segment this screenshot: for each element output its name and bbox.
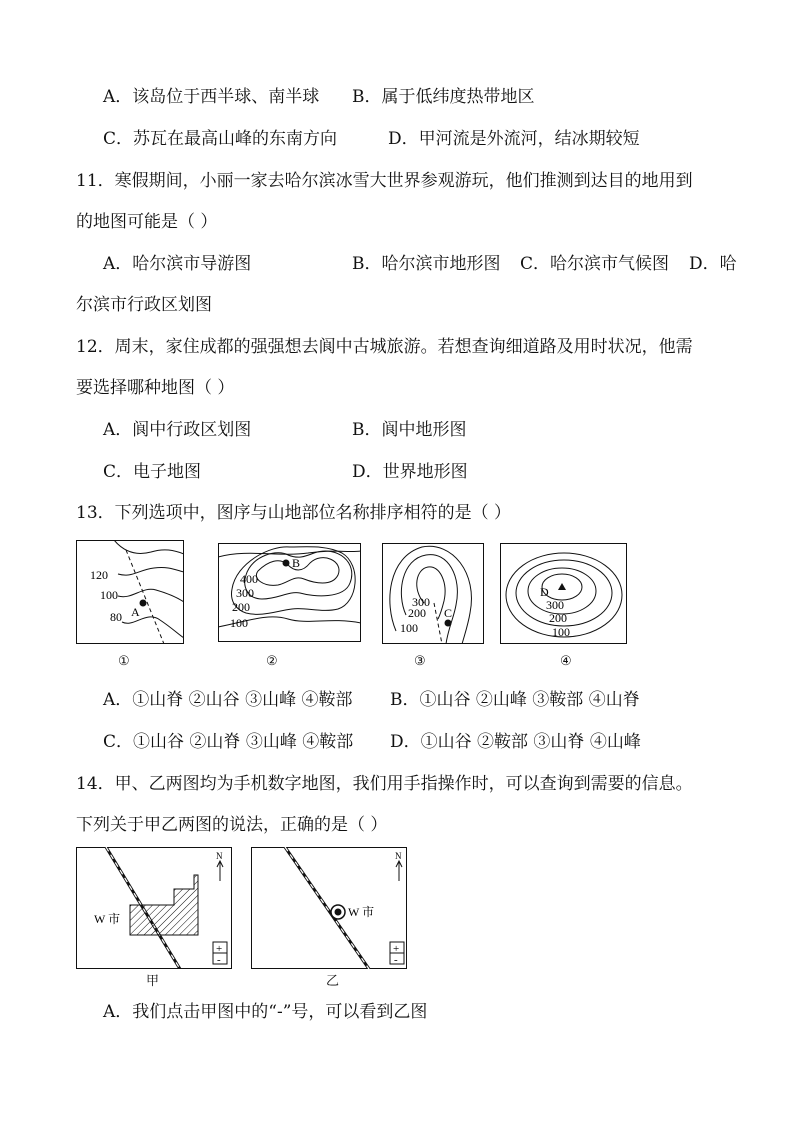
q11-stem-line1: 11．寒假期间，小丽一家去哈尔滨冰雪大世界参观游玩，他们推测到达目的地用到 <box>76 171 693 191</box>
contour-label-100: 100 <box>100 588 118 602</box>
contour-figure-4 <box>500 543 627 644</box>
q11-option-d-wrap: 尔滨市行政区划图 <box>76 295 212 315</box>
zoom-in-button[interactable]: + <box>216 943 223 955</box>
contour-label-100: 100 <box>552 625 570 639</box>
q10-option-c: C．苏瓦在最高山峰的东南方向 <box>103 129 338 149</box>
contour-label-300: 300 <box>236 586 254 600</box>
q14-stem-line1: 14．甲、乙两图均为手机数字地图，我们用手指操作时，可以查询到需要的信息。 <box>76 774 693 794</box>
north-arrow-icon <box>217 861 223 881</box>
contour-label-80: 80 <box>110 610 122 624</box>
contour-label-300: 300 <box>412 595 430 609</box>
contour-label-200: 200 <box>549 611 567 625</box>
q12-option-a: A．阆中行政区划图 <box>103 420 252 440</box>
q10-option-a: A．该岛位于西半球、南半球 <box>103 87 320 107</box>
q11-option-a: A．哈尔滨市导游图 <box>103 254 252 274</box>
contour-figure-3 <box>382 543 484 644</box>
point-c-marker <box>445 620 452 627</box>
point-b-label: B <box>292 556 301 570</box>
q13-stem: 13．下列选项中，图序与山地部位名称排序相符的是（ ） <box>76 503 512 523</box>
q10-option-b: B．属于低纬度热带地区 <box>352 87 535 107</box>
q12-option-d: D．世界地形图 <box>352 462 468 482</box>
digital-map-jia <box>76 847 232 969</box>
q14-stem-line2: 下列关于甲乙两图的说法，正确的是（ ） <box>76 815 388 835</box>
q11-option-d: D．哈 <box>689 254 737 274</box>
map-jia-caption: 甲 <box>146 973 160 988</box>
north-arrow-icon <box>396 861 402 881</box>
figure-1-caption: ① <box>118 653 130 668</box>
contour-label-120: 120 <box>90 568 108 582</box>
north-label: N <box>395 851 402 861</box>
q10-option-d: D．甲河流是外流河，结冰期较短 <box>388 129 640 149</box>
point-b-marker <box>283 560 290 567</box>
w-city-marker-icon <box>331 905 345 919</box>
contour-label-200: 200 <box>408 606 426 620</box>
zoom-control[interactable] <box>390 942 404 966</box>
peak-triangle-icon <box>558 583 566 590</box>
q11-option-c: C．哈尔滨市气候图 <box>520 254 670 274</box>
point-c-label: C <box>444 606 453 620</box>
contour-label-200: 200 <box>232 600 250 614</box>
map-yi-caption: 乙 <box>326 973 340 988</box>
w-city-label: W 市 <box>94 912 121 926</box>
contour-figure-1 <box>76 540 184 644</box>
point-a-label: A <box>131 605 140 619</box>
figure-2-caption: ② <box>266 653 278 668</box>
contour-label-100: 100 <box>400 621 418 635</box>
w-city-label: W 市 <box>348 905 375 919</box>
contour-label-400: 400 <box>240 572 258 586</box>
north-label: N <box>216 851 223 861</box>
point-a-marker <box>140 600 147 607</box>
q11-option-b: B．哈尔滨市地形图 <box>352 254 501 274</box>
q12-stem-line2: 要选择哪种地图（ ） <box>76 378 235 398</box>
contour-label-300: 300 <box>546 598 564 612</box>
contour-label-100: 100 <box>230 616 248 630</box>
figure-4-caption: ④ <box>560 653 572 668</box>
q11-stem-line2: 的地图可能是（ ） <box>76 212 218 232</box>
q13-option-c: C．①山谷 ②山脊 ③山峰 ④鞍部 <box>103 732 354 752</box>
digital-map-yi <box>251 847 407 969</box>
figure-3-caption: ③ <box>414 653 426 668</box>
point-d-label: D <box>540 585 549 599</box>
q12-option-c: C．电子地图 <box>103 462 202 482</box>
w-city-area <box>130 875 198 935</box>
zoom-control[interactable] <box>213 942 227 966</box>
q14-option-a: A．我们点击甲图中的“-”号，可以看到乙图 <box>103 1002 428 1022</box>
zoom-out-button[interactable]: - <box>217 954 221 966</box>
q13-option-a: A．①山脊 ②山谷 ③山峰 ④鞍部 <box>103 690 353 710</box>
contour-figure-2 <box>218 543 361 642</box>
q12-stem-line1: 12．周末，家住成都的强强想去阆中古城旅游。若想查询细道路及用时状况，他需 <box>76 337 693 357</box>
zoom-in-button[interactable]: + <box>393 943 400 955</box>
q12-option-b: B．阆中地形图 <box>352 420 467 440</box>
zoom-out-button[interactable]: - <box>394 954 398 966</box>
q13-option-b: B．①山谷 ②山峰 ③鞍部 ④山脊 <box>390 690 640 710</box>
q13-option-d: D．①山谷 ②鞍部 ③山脊 ④山峰 <box>390 732 641 752</box>
